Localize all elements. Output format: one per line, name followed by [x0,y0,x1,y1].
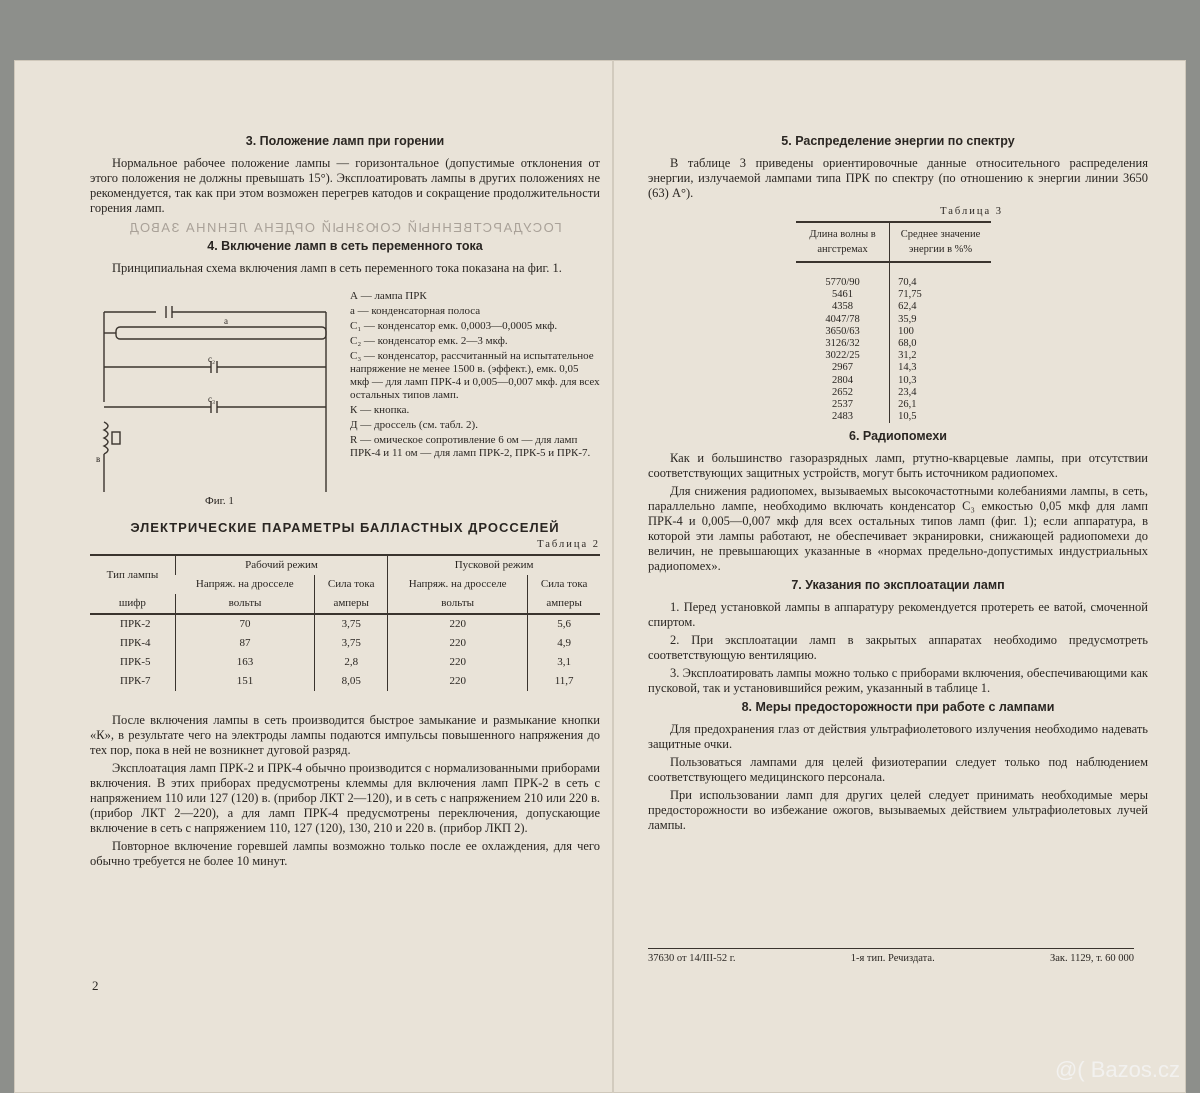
section-7-title: 7. Указания по эксплоатации ламп [791,578,1005,593]
table-cell: 87 [175,634,314,653]
page-number: 2 [92,978,99,993]
table-cell: 2967 [796,362,890,374]
svg-text:c₂: c₂ [208,354,216,364]
page-fold [612,60,614,1093]
svg-text:c₃: c₃ [208,394,216,404]
list-item: При использовании ламп для других целей следует принимать необходимые меры предосторожности во избежание ожогов, вызываемых действием ультрафиолетовых лучей лампы. [648,788,1148,833]
table-row [796,301,991,313]
table-unit: шифр [90,594,175,614]
section-3-text: Нормальное рабочее положение лампы — горизонтальное (допустимые отклонения от этого положения не должны превышать 15°). Эксплоатировать лампы в других положениях не рекомендуется, так как при этом возможен перегрев катодов и сокращение продолжительности горения ламп. [90,156,600,215]
table-unit: вольты [388,594,528,614]
table-cell: 163 [175,653,314,672]
table-cell: 71,75 [898,289,922,301]
figure-1 [90,282,600,512]
table-row [90,634,600,653]
legend-item: R — омическое сопротивление 6 ом — для ламп ПРК-4 и 11 ом — для ламп ПРК-2, ПРК-5 и ПРК-7. [350,434,591,459]
table-row [796,399,991,411]
section-8-title: 8. Меры предосторожности при работе с лампами [741,700,1055,715]
table-cell: 26,1 [898,399,917,411]
table-cell: 70 [175,614,314,634]
figure-legend [350,290,600,462]
table-row [90,614,600,634]
left-page [90,130,600,872]
legend-item: C₃ — конденсатор, рассчитанный на испытательное напряжение не менее 1500 в. (эффект.), емк. 0,05 мкф — для ламп ПРК-4 и 0,005—0,007 мкф. для всех остальных типов ламп. [350,350,600,401]
table-cell: 220 [388,634,528,653]
table-cell: 220 [388,672,528,691]
table-subheader: Сила тока [315,575,388,594]
table-cell: ПРК-7 [120,675,151,687]
table-row [796,411,991,423]
table-row [796,326,991,338]
table-cell: 2652 [796,387,890,399]
footer-order: 37630 от 14/III-52 г. [648,953,736,964]
table-cell: ПРК-5 [120,656,151,668]
table-row [796,375,991,387]
table-cell: 5770/90 [796,262,890,289]
table-row [796,338,991,350]
table-row [796,387,991,399]
table-row [796,289,991,301]
table-cell: 62,4 [898,301,917,313]
table-cell: 2537 [796,399,890,411]
table-cell: 23,4 [898,386,917,398]
table-cell: 151 [175,672,314,691]
footer-run: Зак. 1129, т. 60 000 [1049,953,1134,964]
table-cell: ПРК-4 [120,637,151,649]
table-cell: 3650/63 [796,326,890,338]
table-cell: 4,9 [528,634,600,653]
section-6-title: 6. Радиопомехи [849,429,947,444]
section-3-title: 3. Положение ламп при горении [245,134,445,148]
table-cell: 3022/25 [796,350,890,362]
section-6-text: Как и большинство газоразрядных ламп, ртутно-кварцевые лампы, при отсутствии соответствующих защитных устройств, могут быть источником радиопомех. [648,451,1148,481]
legend-item: А — лампа ПРК [350,290,427,302]
imprint-footer [648,948,1134,964]
legend-item: Д — дроссель (см. табл. 2). [350,419,478,431]
footer-printer: 1-я тип. Речиздата. [850,953,935,964]
table-unit: амперы [315,594,388,614]
legend-item: К — кнопка. [350,404,410,416]
figure-caption: Фиг. 1 [205,495,234,507]
table-cell: 70,4 [898,277,917,288]
right-page [648,130,1148,836]
table-cell: 5461 [796,289,890,301]
table-cell: 10,3 [898,374,917,386]
section-5-text: В таблице 3 приведены ориентировочные данные относительного распределения энергии, излучаемой лампами типа ПРК по спектру (по отношению к энергии линии 3650 (63) А°). [648,156,1148,200]
section-6-text: Для снижения радиопомех, вызываемых высокочастотными колебаниями лампы, в сеть, параллельно лампе, необходимо включать конденсатор C₃ емкостью 0,05 мкф для ламп ПРК-4 и 0,005—0,007 мкф для всех остальных типов ламп (фиг. 1); если аппаратура, в которой эти лампы работают, не обеспечивает экранировки, снижающей радиопомехи до величин, не превышающих указанные в «нормах предельно-допустимых индустриальных радиопомех». [648,484,1148,574]
table-cell: 3,75 [315,634,388,653]
table-cell: 5,6 [528,614,600,634]
paragraph: После включения лампы в сеть производится быстрое замыкание и размыкание кнопки «К», в результате чего на электроды лампы подаются импульсы повышенного напряжения до тех пор, пока в ней не возникнет дуговой разряд. [90,713,600,757]
table-unit: вольты [175,594,314,614]
table-cell: 35,9 [898,313,917,325]
list-item: Пользоваться лампами для целей физиотерапии следует только под наблюдением соответствующего медицинского персонала. [648,755,1148,785]
table-cell: 68,0 [898,338,917,350]
table-cell: 3,1 [528,653,600,672]
paragraph: Эксплоатация ламп ПРК-2 и ПРК-4 обычно производится с нормализованными приборами включения. В этих приборах предусмотрены клеммы для включения ламп ПРК-2 в сеть с напряжением 110 или 127 (120) в. (прибор ЛКТ 2—120), и в сеть с напряжением 210 или 220 в. (прибор ЛКТ 2—220), а для ламп ПРК-4 предусмотрены переключения, допускающие включение в сеть с напряжением 110, 127 (120), 130, 210 и 220 в. (прибор ЛКП 2). [90,761,600,835]
table-row [796,362,991,374]
table-cell: 14,3 [898,362,917,374]
svg-text:в: в [96,454,101,464]
table-cell: 11,7 [528,672,600,691]
table-cell: 220 [388,653,528,672]
svg-text:a: a [224,316,228,326]
table-row [90,672,600,691]
table-2 [90,554,600,691]
table-cell: 3,75 [315,614,388,634]
table-header: Среднее значение энергии в %% [890,222,991,262]
table-2-banner: ЭЛЕКТРИЧЕСКИЕ ПАРАМЕТРЫ БАЛЛАСТНЫХ ДРОССЕЛЕЙ [130,520,560,535]
table-cell: 4047/78 [796,314,890,326]
table-subheader: Напряж. на дросселе [195,578,294,590]
paragraph: Повторное включение горевшей лампы возможно только после ее охлаждения, для чего обычно требуется не более 10 минут. [90,839,600,868]
table-cell: 8,05 [315,672,388,691]
table-cell: 3126/32 [796,338,890,350]
section-4-text: Принципиальная схема включения ламп в сеть переменного тока показана на фиг. 1. [112,261,562,275]
table-header: Пусковой режим [388,555,600,575]
table-header: Тип лампы [106,568,159,581]
list-item: 1. Перед установкой лампы в аппаратуру рекомендуется протереть ее ватой, смоченной спиртом. [648,600,1148,630]
table-3 [796,221,991,423]
legend-item: C₁ — конденсатор емк. 0,0003—0,0005 мкф. [350,320,558,332]
watermark: @( Bazos.cz [1054,1057,1180,1082]
section-4-title: 4. Включение ламп в сеть переменного тока [207,239,483,253]
table-row [796,314,991,326]
table-2-label: Таблица 2 [537,539,600,550]
circuit-diagram [96,282,346,502]
table-subheader: Сила тока [528,575,600,594]
table-row [796,262,991,289]
table-header: Длина волны в ангстремах [796,222,890,262]
table-cell: 4358 [796,301,890,313]
table-cell: 2,8 [315,653,388,672]
table-cell: 10,5 [898,411,917,423]
section-5-title: 5. Распределение энергии по спектру [781,134,1015,148]
bleed-through-text: ГОСУДАРСТВЕННЫЙ СОЮЗНЫЙ ОРДЕНА ЛЕНИНА ЗАВОД [128,220,562,235]
legend-item: C₂ — конденсатор емк. 2—3 мкф. [350,335,508,347]
table-cell: ПРК-2 [120,618,151,630]
list-item: 2. При эксплоатации ламп в закрытых аппаратах необходимо предусмотреть соответствующую вентиляцию. [648,633,1148,663]
table-row [796,350,991,362]
list-item: Для предохранения глаз от действия ультрафиолетового излучения необходимо надевать защитные очки. [648,722,1148,752]
table-3-label: Таблица 3 [940,206,1003,217]
table-row [90,653,600,672]
table-cell: 31,2 [898,350,917,362]
table-cell: 100 [898,325,914,337]
table-cell: 2483 [796,411,890,423]
table-cell: 2804 [796,375,890,387]
table-cell: 220 [388,614,528,634]
table-unit: амперы [528,594,600,614]
table-subheader: Напряж. на дросселе [388,575,528,594]
list-item: 3. Эксплоатировать лампы можно только с приборами включения, обеспечивающими как пусковой, так и установившийся режим, указанный в таблице 1. [648,666,1148,696]
table-header: Рабочий режим [175,555,387,575]
legend-item: a — конденсаторная полоса [350,305,481,317]
